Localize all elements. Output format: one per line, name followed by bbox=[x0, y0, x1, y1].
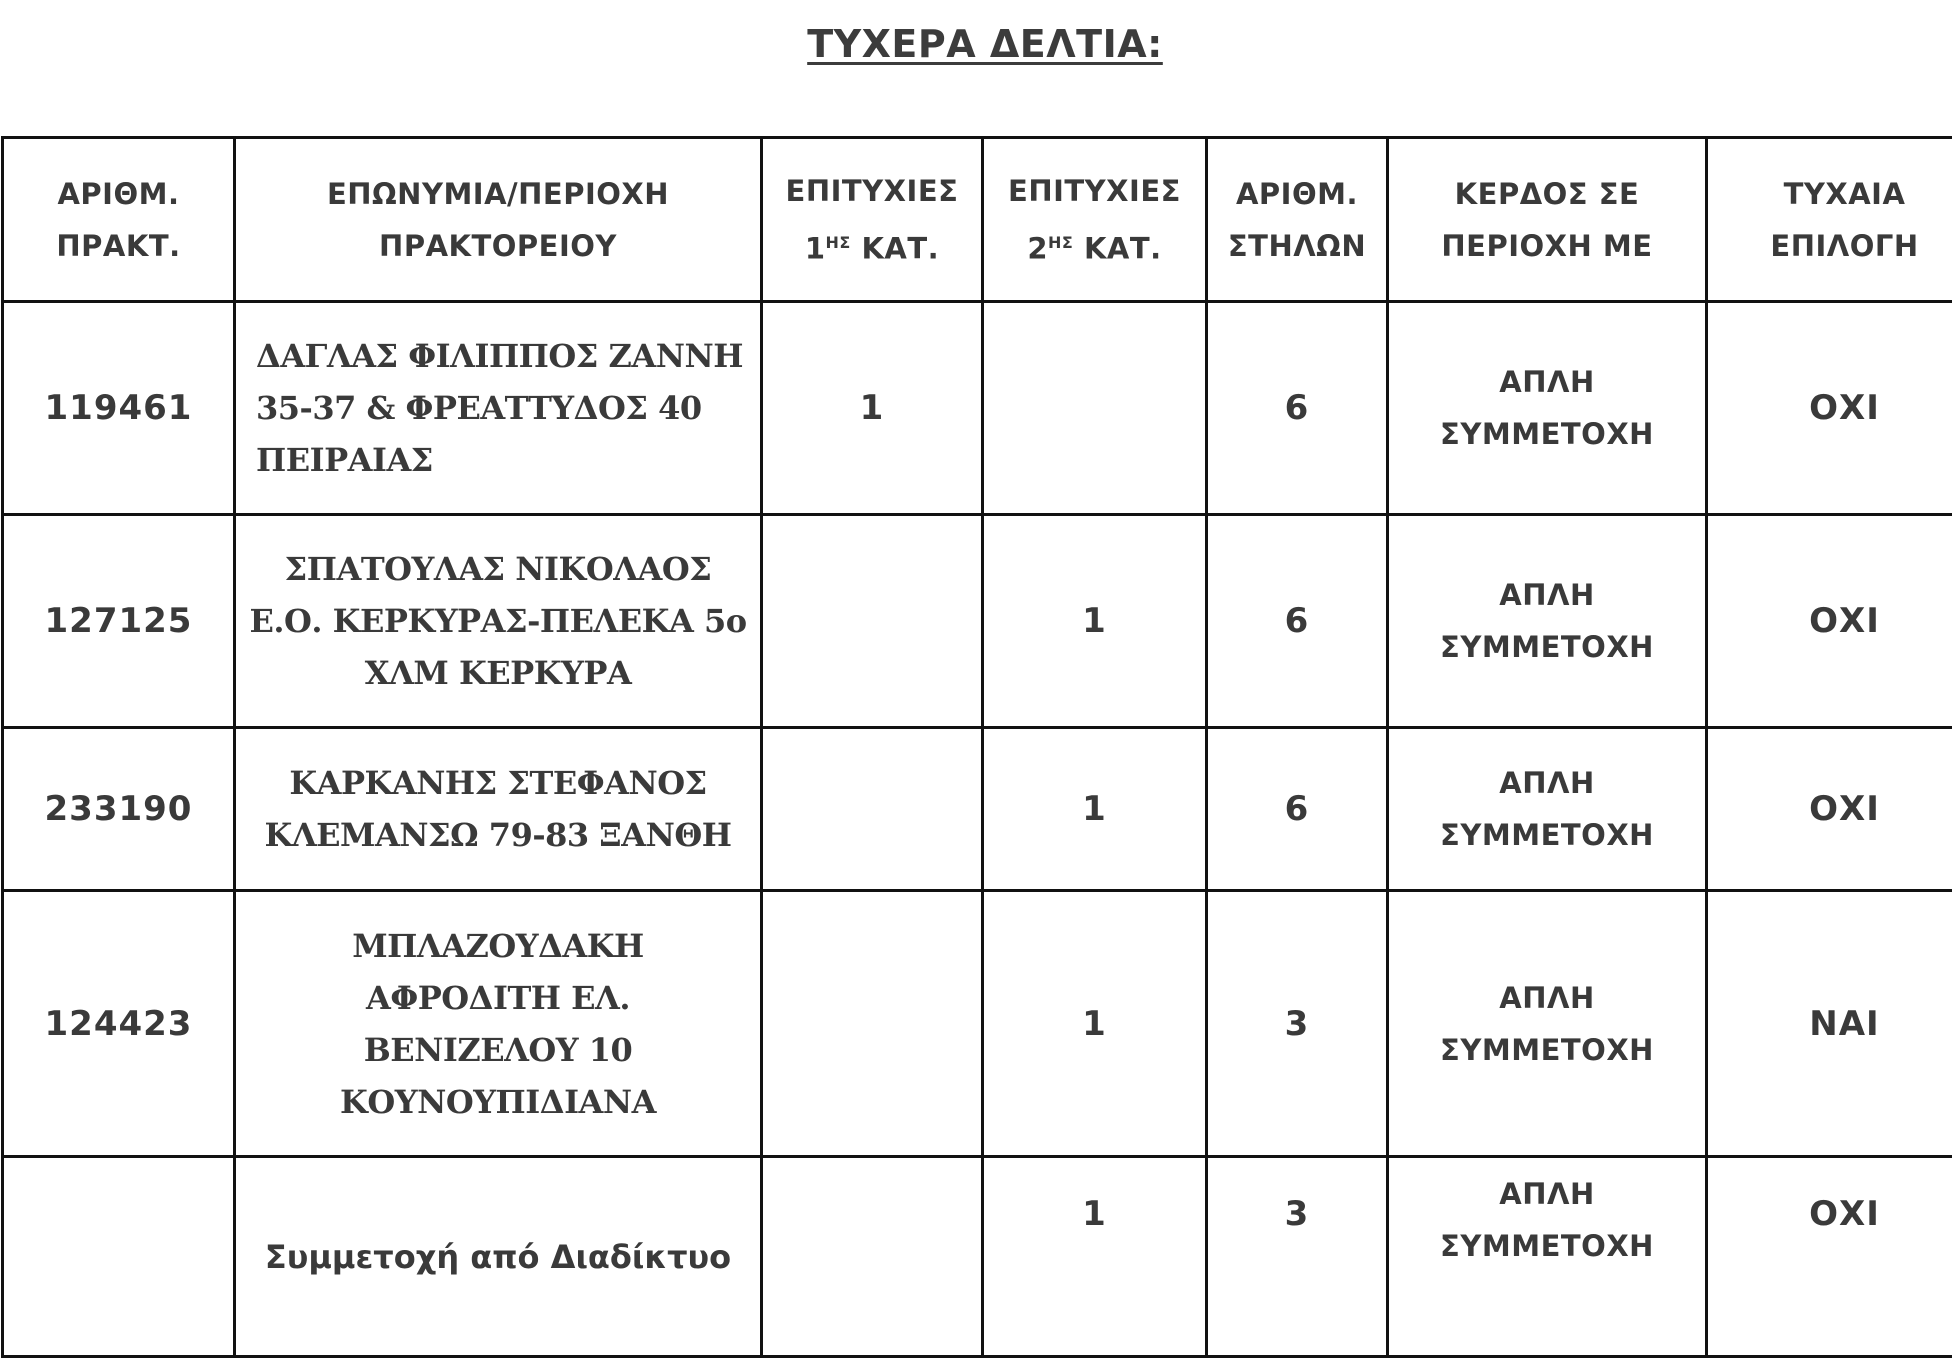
agency-name-cell: ΣΠΑΤΟΥΛΑΣ ΝΙΚΟΛΑΟΣ Ε.Ο. ΚΕΡΚΥΡΑΣ-ΠΕΛΕΚΑ 5ο ΧΛΜ ΚΕΡΚΥΡΑ bbox=[235, 515, 762, 728]
agency-number-cell: 124423 bbox=[3, 891, 235, 1157]
header-gain-region: ΚΕΡΔΟΣ ΣΕ ΠΕΡΙΟΧΗ ΜΕ bbox=[1388, 138, 1707, 302]
random-pick-cell: ΟΧΙ bbox=[1707, 302, 1952, 515]
agency-number-cell bbox=[3, 1157, 235, 1357]
random-pick-cell: ΟΧΙ bbox=[1707, 728, 1952, 891]
table-row bbox=[3, 728, 1952, 891]
table-row bbox=[3, 302, 1952, 515]
columns-count-cell: 6 bbox=[1207, 302, 1388, 515]
table-row bbox=[3, 1157, 1952, 1357]
wins-cat1-cell bbox=[762, 891, 983, 1157]
header-random-pick: ΤΥΧΑΙΑ ΕΠΙΛΟΓΗ bbox=[1707, 138, 1952, 302]
columns-count-cell: 6 bbox=[1207, 728, 1388, 891]
header-row bbox=[3, 138, 1952, 302]
columns-count-cell: 6 bbox=[1207, 515, 1388, 728]
wins-cat1-cell: 1 bbox=[762, 302, 983, 515]
columns-count-cell: 3 bbox=[1207, 1157, 1388, 1357]
page-title: ΤΥΧΕΡΑ ΔΕΛΤΙΑ: bbox=[0, 22, 1952, 66]
agency-number-cell: 233190 bbox=[3, 728, 235, 891]
table-row bbox=[3, 515, 1952, 728]
wins-cat2-cell bbox=[983, 302, 1207, 515]
columns-count-cell: 3 bbox=[1207, 891, 1388, 1157]
gain-region-cell: ΑΠΛΗ ΣΥΜΜΕΤΟΧΗ bbox=[1388, 302, 1707, 515]
random-pick-cell: ΟΧΙ bbox=[1707, 1157, 1952, 1357]
header-wins-cat2: ΕΠΙΤΥΧΙΕΣ $2^{H\Sigma}$ ΚΑΤ. bbox=[983, 138, 1207, 302]
wins-cat2-cell: 1 bbox=[983, 728, 1207, 891]
wins-cat1-cell bbox=[762, 515, 983, 728]
gain-region-cell: ΑΠΛΗ ΣΥΜΜΕΤΟΧΗ bbox=[1388, 515, 1707, 728]
agency-name-cell: ΜΠΛΑΖΟΥΔΑΚΗ ΑΦΡΟΔΙΤΗ ΕΛ. ΒΕΝΙΖΕΛΟΥ 10 ΚΟΥΝΟΥΠΙΔΙΑΝΑ bbox=[235, 891, 762, 1157]
agency-name-cell: ΚΑΡΚΑΝΗΣ ΣΤΕΦΑΝΟΣ ΚΛΕΜΑΝΣΩ 79-83 ΞΑΝΘΗ bbox=[235, 728, 762, 891]
gain-region-cell: ΑΠΛΗ ΣΥΜΜΕΤΟΧΗ bbox=[1388, 728, 1707, 891]
gain-region-cell: ΑΠΛΗ ΣΥΜΜΕΤΟΧΗ bbox=[1388, 1157, 1707, 1357]
agency-number-cell: 127125 bbox=[3, 515, 235, 728]
wins-cat1-cell bbox=[762, 728, 983, 891]
agency-name-cell: Συμμετοχή από Διαδίκτυο bbox=[235, 1157, 762, 1357]
table-row bbox=[3, 891, 1952, 1157]
wins-cat2-cell: 1 bbox=[983, 1157, 1207, 1357]
agency-name-cell: ΔΑΓΛΑΣ ΦΙΛΙΠΠΟΣ ΖΑΝΝΗ 35-37 & ΦΡΕΑΤΤΥΔΟΣ 40 ΠΕΙΡΑΙΑΣ bbox=[235, 302, 762, 515]
agency-number-cell: 119461 bbox=[3, 302, 235, 515]
header-columns-count: ΑΡΙΘΜ. ΣΤΗΛΩΝ bbox=[1207, 138, 1388, 302]
gain-region-cell: ΑΠΛΗ ΣΥΜΜΕΤΟΧΗ bbox=[1388, 891, 1707, 1157]
header-agency-name: ΕΠΩΝΥΜΙΑ/ΠΕΡΙΟΧΗ ΠΡΑΚΤΟΡΕΙΟΥ bbox=[235, 138, 762, 302]
wins-cat2-cell: 1 bbox=[983, 891, 1207, 1157]
winning-tickets-table bbox=[1, 136, 1952, 1358]
random-pick-cell: ΝΑΙ bbox=[1707, 891, 1952, 1157]
wins-cat2-cell: 1 bbox=[983, 515, 1207, 728]
wins-cat1-cell bbox=[762, 1157, 983, 1357]
random-pick-cell: ΟΧΙ bbox=[1707, 515, 1952, 728]
header-agency-number: ΑΡΙΘΜ. ΠΡΑΚΤ. bbox=[3, 138, 235, 302]
header-wins-cat1: ΕΠΙΤΥΧΙΕΣ $1^{H\Sigma}$ ΚΑΤ. bbox=[762, 138, 983, 302]
